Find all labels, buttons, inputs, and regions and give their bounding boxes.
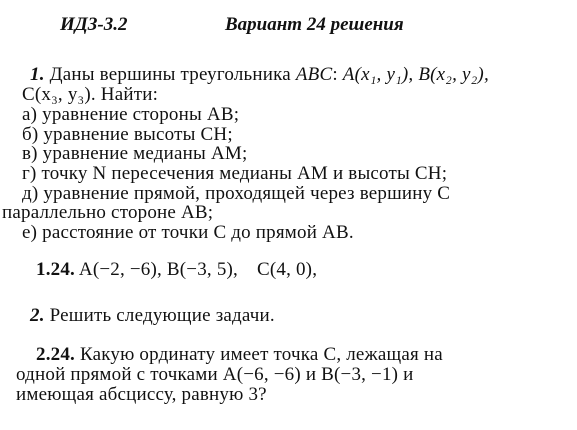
item-letter: а) [22, 104, 38, 125]
variant1-points: A(−2, −6), B(−3, 5), [78, 259, 239, 280]
document-title: ИДЗ-3.2 [60, 14, 128, 35]
vertices-ab: A(x₁, y₁), B(x₂, y₂), [342, 64, 489, 85]
item-text: точку N пересечения медианы AM и высоты CH; [41, 163, 448, 184]
task2-number: 2. [30, 305, 45, 326]
item-letter: в) [22, 143, 38, 164]
task1-item-a [22, 104, 239, 126]
item-text: уравнение медианы AM; [42, 143, 248, 164]
item-text: расстояние от точки C до прямой AB. [42, 222, 354, 243]
task1-item-e [22, 222, 354, 244]
task1-vertex-c [22, 84, 158, 106]
item-letter: е) [22, 222, 38, 243]
task1-number: 1. [30, 64, 45, 85]
item-letter: б) [22, 124, 39, 145]
task1-item-d-cont [2, 202, 213, 224]
item-text: уравнение прямой, проходящей через вершину C [43, 183, 451, 204]
task2-text: Решить следующие задачи. [49, 305, 275, 326]
variant1-line [36, 259, 317, 281]
variant2-text-line3: имеющая абсциссу, равную 3? [16, 384, 267, 405]
variant1-point-c: C(4, 0), [256, 259, 318, 280]
item-text: параллельно стороне AB; [2, 202, 214, 223]
task1-item-v [22, 143, 247, 165]
item-text: уравнение стороны AB; [42, 104, 240, 125]
variant2-line1 [36, 344, 443, 366]
triangle-name: ABC [295, 64, 333, 85]
variant-heading: Вариант 24 решения [225, 14, 404, 35]
task1-intro: 1. Даны вершины треугольника ABC: A(x₁, y₁), B(x₂, y₂), [30, 64, 489, 85]
variant2-text-line1: Какую ординату имеет точка C, лежащая на [79, 344, 443, 365]
variant2-number: 2.24. [36, 344, 75, 365]
item-letter: д) [22, 183, 39, 204]
task1-intro-text: Даны вершины треугольника [49, 64, 291, 85]
variant2-line3 [16, 384, 267, 406]
task1-item-g [22, 163, 447, 185]
variant1-number: 1.24. [36, 259, 75, 280]
item-text: уравнение высоты CH; [43, 124, 233, 145]
item-letter: г) [22, 163, 37, 184]
task2-line [30, 305, 275, 327]
variant2-line2 [16, 364, 414, 386]
vertex-c-text: C(x₃, y₃). Найти: [22, 84, 159, 105]
variant2-text-line2: одной прямой с точками A(−6, −6) и B(−3, −1) и [16, 364, 414, 385]
